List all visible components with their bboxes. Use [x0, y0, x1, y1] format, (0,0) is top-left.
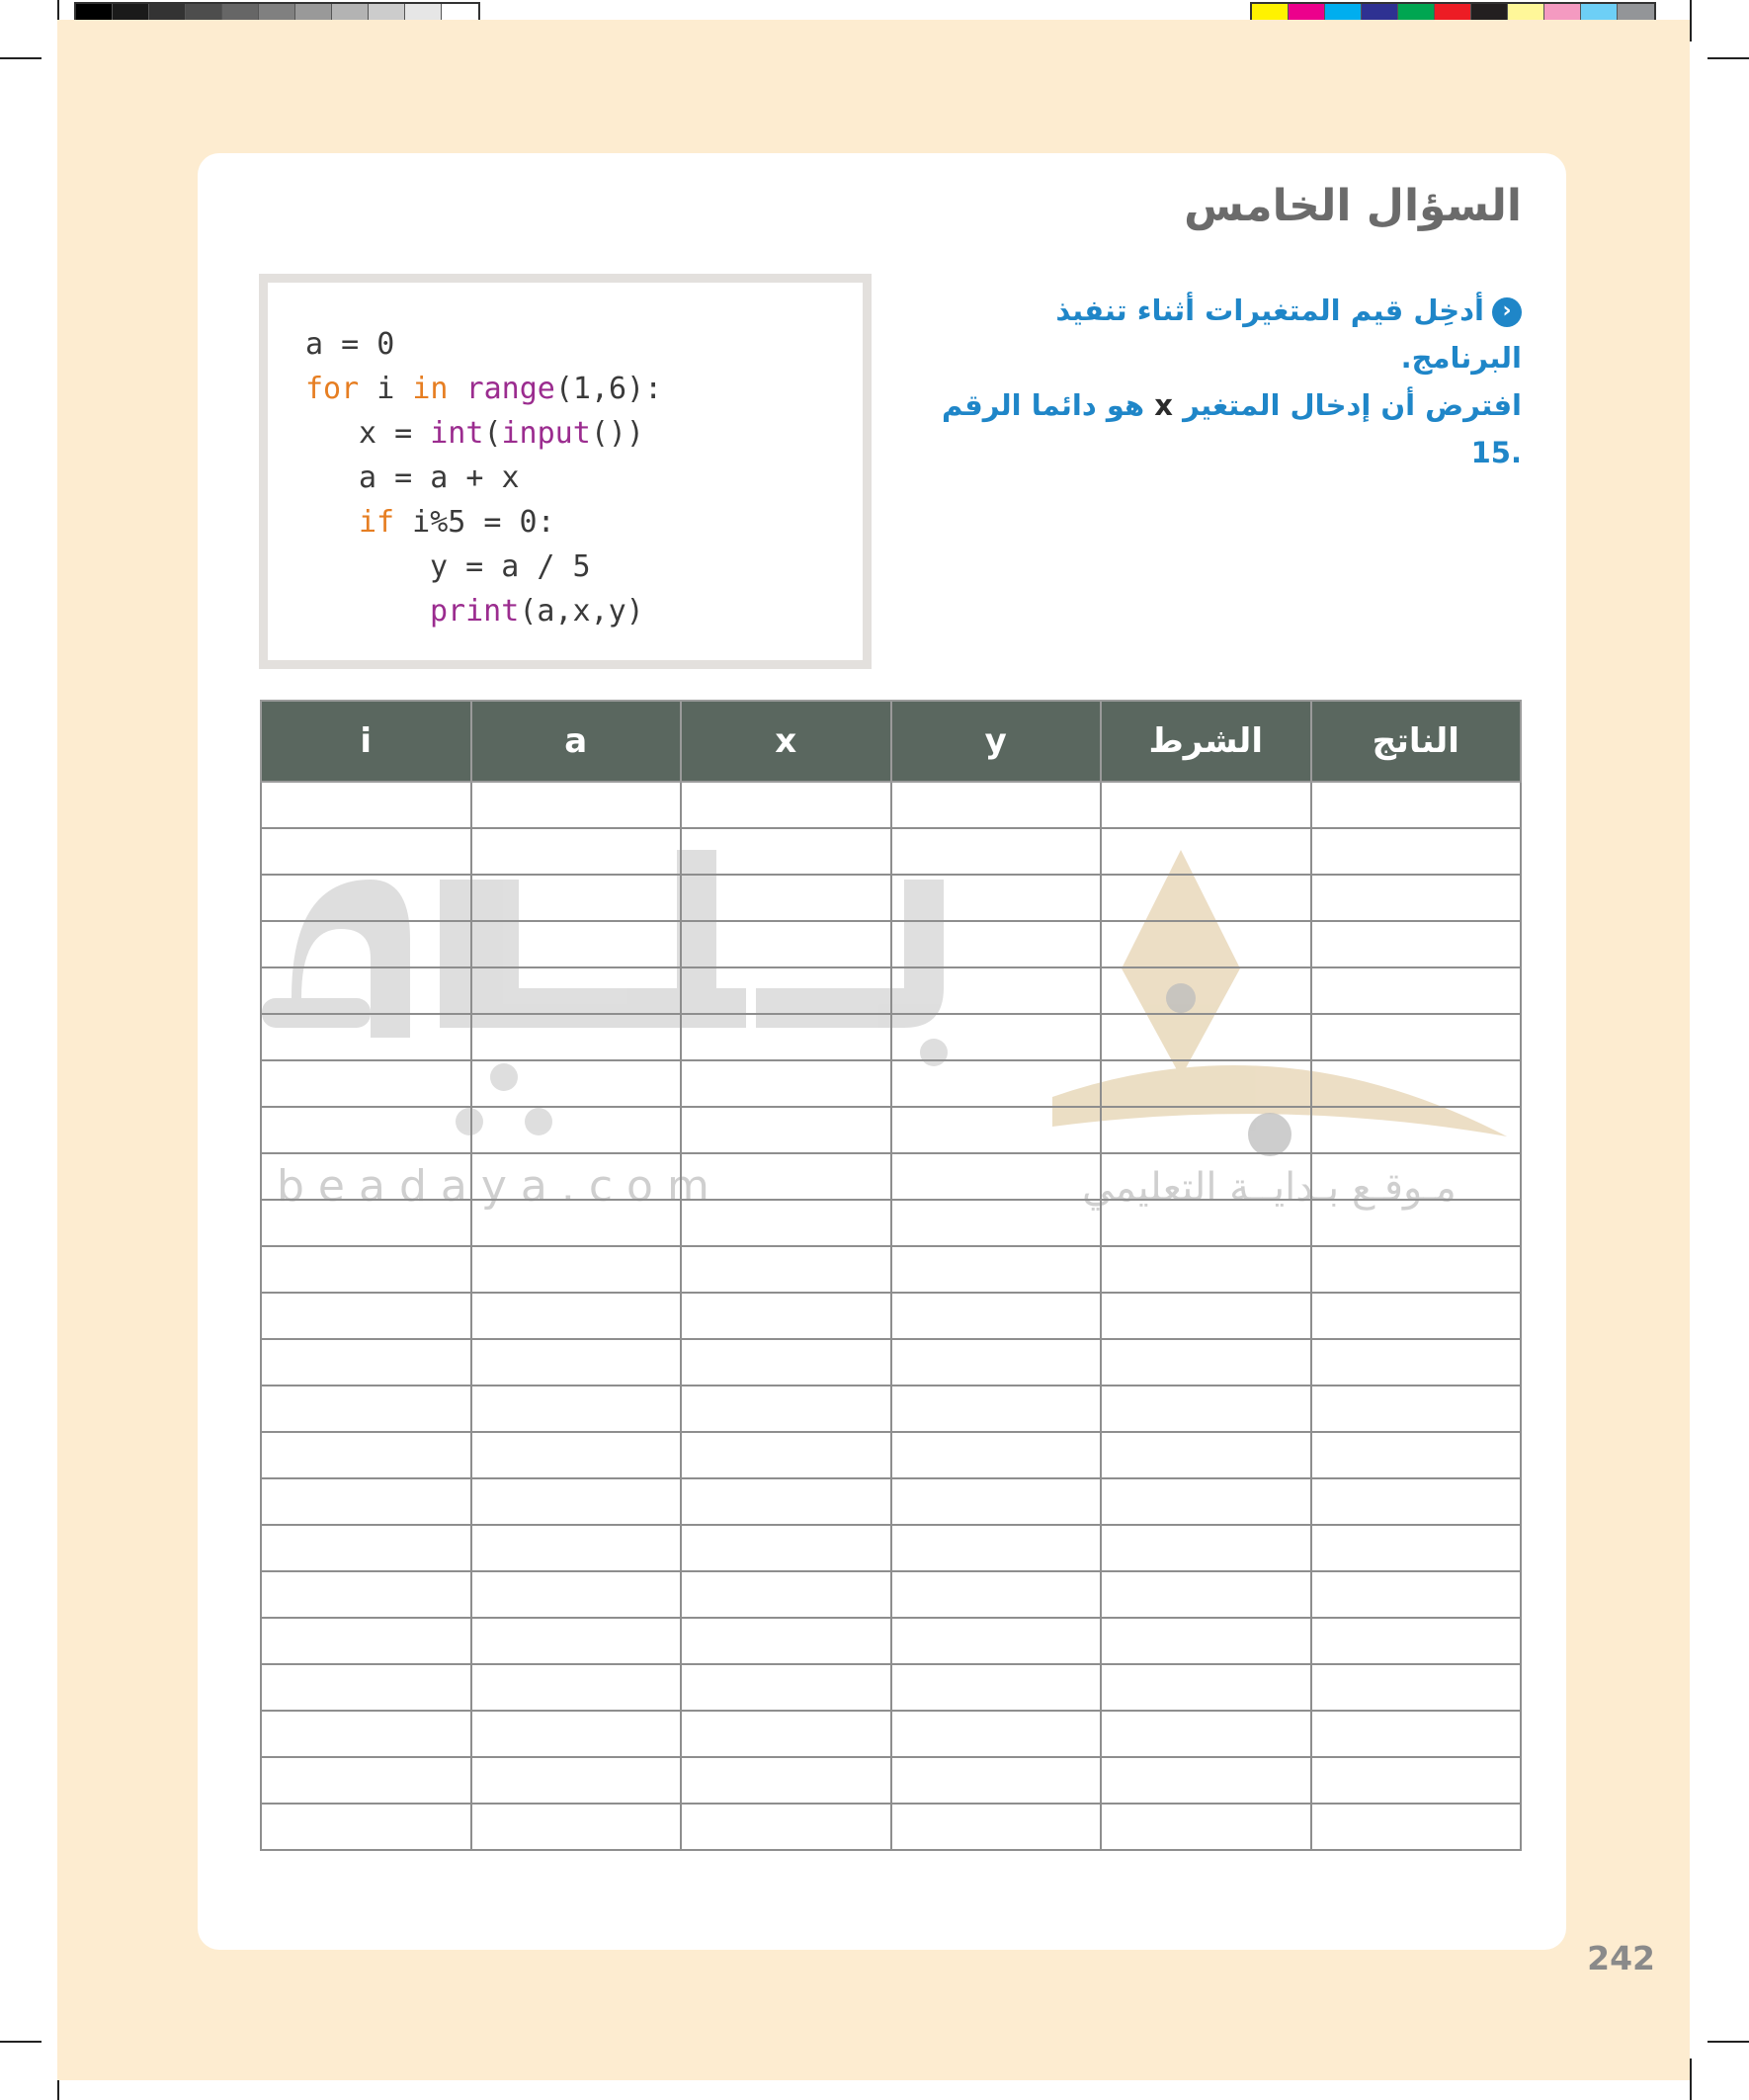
table-cell[interactable]: [681, 875, 891, 921]
code-line-1: a = 0: [305, 327, 395, 362]
table-cell[interactable]: [471, 1153, 682, 1200]
header-a: a: [471, 701, 682, 782]
table-cell[interactable]: [1311, 1664, 1522, 1711]
table-cell[interactable]: [681, 921, 891, 967]
table-cell[interactable]: [1101, 1246, 1311, 1293]
crop-mark: [1690, 0, 1692, 42]
table-cell[interactable]: [891, 1107, 1102, 1153]
table-cell[interactable]: [1311, 1571, 1522, 1618]
table-cell[interactable]: [891, 1711, 1102, 1757]
table-cell[interactable]: [471, 1432, 682, 1478]
table-cell[interactable]: [891, 1757, 1102, 1804]
table-cell[interactable]: [1101, 828, 1311, 875]
table-cell[interactable]: [1101, 1060, 1311, 1107]
table-cell[interactable]: [1311, 921, 1522, 967]
variable-x: x: [1154, 388, 1173, 422]
table-row: [261, 1200, 1521, 1246]
table-row: [261, 1339, 1521, 1386]
table-cell[interactable]: [1311, 782, 1522, 828]
table-cell[interactable]: [261, 1200, 471, 1246]
table-cell[interactable]: [471, 1246, 682, 1293]
table-cell[interactable]: [471, 921, 682, 967]
code-line-5: if i%5 = 0:: [359, 505, 555, 540]
table-cell[interactable]: [471, 1711, 682, 1757]
table-cell[interactable]: [471, 967, 682, 1014]
header-i: i: [261, 701, 471, 782]
table-header-row: [261, 701, 1521, 782]
table-cell[interactable]: [891, 1478, 1102, 1525]
table-cell[interactable]: [1311, 1200, 1522, 1246]
table-cell[interactable]: [1311, 1060, 1522, 1107]
table-cell[interactable]: [891, 1804, 1102, 1850]
table-cell[interactable]: [1101, 1757, 1311, 1804]
instruction-line-2a: افترض أن إدخال المتغير: [1183, 388, 1522, 422]
table-cell[interactable]: [1101, 1571, 1311, 1618]
table-row: [261, 1153, 1521, 1200]
table-cell[interactable]: [261, 1618, 471, 1664]
table-cell[interactable]: [261, 921, 471, 967]
table-cell[interactable]: [891, 1339, 1102, 1386]
table-row: [261, 1571, 1521, 1618]
code-line-7: print(a,x,y): [430, 594, 644, 629]
table-cell[interactable]: [471, 1014, 682, 1060]
table-cell[interactable]: [681, 828, 891, 875]
table-cell[interactable]: [891, 875, 1102, 921]
table-cell[interactable]: [681, 1060, 891, 1107]
table-cell[interactable]: [891, 1153, 1102, 1200]
table-cell[interactable]: [1311, 1339, 1522, 1386]
table-row: [261, 1804, 1521, 1850]
table-row: [261, 1664, 1521, 1711]
table-cell[interactable]: [891, 1060, 1102, 1107]
table-cell[interactable]: [261, 1246, 471, 1293]
code-line-4: a = a + x: [359, 461, 520, 495]
table-cell[interactable]: [891, 782, 1102, 828]
table-cell[interactable]: [261, 1664, 471, 1711]
crop-mark: [0, 57, 42, 59]
table-cell[interactable]: [891, 1014, 1102, 1060]
table-cell[interactable]: [261, 1571, 471, 1618]
trace-table: [260, 700, 1522, 1851]
table-cell[interactable]: [1101, 1478, 1311, 1525]
table-cell[interactable]: [681, 782, 891, 828]
table-cell[interactable]: [891, 1525, 1102, 1571]
table-cell[interactable]: [1311, 1107, 1522, 1153]
table-cell[interactable]: [1101, 967, 1311, 1014]
table-cell[interactable]: [1311, 1618, 1522, 1664]
table-cell[interactable]: [1101, 782, 1311, 828]
table-cell[interactable]: [1311, 875, 1522, 921]
table-cell[interactable]: [891, 1664, 1102, 1711]
table-cell[interactable]: [681, 1525, 891, 1571]
table-cell[interactable]: [681, 1478, 891, 1525]
table-cell[interactable]: [471, 1664, 682, 1711]
table-cell[interactable]: [681, 967, 891, 1014]
table-cell[interactable]: [891, 1200, 1102, 1246]
table-cell[interactable]: [471, 1060, 682, 1107]
header-x: x: [681, 701, 891, 782]
table-row: [261, 1757, 1521, 1804]
table-cell[interactable]: [891, 921, 1102, 967]
table-cell[interactable]: [471, 1804, 682, 1850]
table-row: [261, 828, 1521, 875]
table-cell[interactable]: [1101, 1432, 1311, 1478]
table-cell[interactable]: [1311, 1386, 1522, 1432]
table-cell[interactable]: [261, 1804, 471, 1850]
table-cell[interactable]: [1101, 875, 1311, 921]
table-cell[interactable]: [681, 1664, 891, 1711]
table-cell[interactable]: [681, 1618, 891, 1664]
table-cell[interactable]: [891, 1432, 1102, 1478]
table-row: [261, 1478, 1521, 1525]
table-cell[interactable]: [1101, 1339, 1311, 1386]
table-row: [261, 1618, 1521, 1664]
table-cell[interactable]: [1311, 1804, 1522, 1850]
table-cell[interactable]: [681, 1571, 891, 1618]
code-block: [259, 274, 872, 669]
table-cell[interactable]: [891, 1246, 1102, 1293]
table-cell[interactable]: [471, 1386, 682, 1432]
table-row: [261, 1246, 1521, 1293]
table-row: [261, 1107, 1521, 1153]
crop-mark: [1707, 2041, 1749, 2043]
table-cell[interactable]: [1311, 1757, 1522, 1804]
table-cell[interactable]: [261, 1107, 471, 1153]
table-cell[interactable]: [261, 1293, 471, 1339]
table-cell[interactable]: [681, 1711, 891, 1757]
table-cell[interactable]: [1311, 828, 1522, 875]
table-cell[interactable]: [471, 1339, 682, 1386]
table-cell[interactable]: [1311, 1711, 1522, 1757]
table-cell[interactable]: [1311, 1293, 1522, 1339]
table-cell[interactable]: [1101, 1200, 1311, 1246]
table-cell[interactable]: [261, 1432, 471, 1478]
table-cell[interactable]: [681, 1293, 891, 1339]
table-cell[interactable]: [1101, 1386, 1311, 1432]
crop-mark: [1690, 2058, 1692, 2100]
code-line-6: y = a / 5: [430, 549, 591, 584]
table-row: [261, 1711, 1521, 1757]
table-cell[interactable]: [1101, 1711, 1311, 1757]
table-cell[interactable]: [1101, 1804, 1311, 1850]
table-cell[interactable]: [1311, 1525, 1522, 1571]
table-cell[interactable]: [681, 1432, 891, 1478]
table-cell[interactable]: [681, 1386, 891, 1432]
table-cell[interactable]: [1311, 1153, 1522, 1200]
table-cell[interactable]: [1311, 1478, 1522, 1525]
table-cell[interactable]: [1311, 1246, 1522, 1293]
table-cell[interactable]: [1101, 1664, 1311, 1711]
table-cell[interactable]: [681, 1200, 891, 1246]
question-title: السؤال الخامس: [1184, 181, 1522, 231]
table-cell[interactable]: [1311, 1432, 1522, 1478]
watermark-tagline: مـوقـع بـدايــة التعليمي: [1082, 1165, 1457, 1211]
table-cell[interactable]: [1311, 967, 1522, 1014]
table-cell[interactable]: [471, 1571, 682, 1618]
table-cell[interactable]: [471, 1757, 682, 1804]
table-cell[interactable]: [471, 828, 682, 875]
table-cell[interactable]: [471, 782, 682, 828]
crop-mark: [0, 2041, 42, 2043]
table-cell[interactable]: [891, 1293, 1102, 1339]
table-cell[interactable]: [1101, 921, 1311, 967]
table-cell[interactable]: [891, 1386, 1102, 1432]
header-y: y: [891, 701, 1102, 782]
table-cell[interactable]: [471, 1478, 682, 1525]
table-cell[interactable]: [891, 828, 1102, 875]
table-row: [261, 1014, 1521, 1060]
table-cell[interactable]: [1101, 1618, 1311, 1664]
table-cell[interactable]: [261, 875, 471, 921]
table-cell[interactable]: [261, 1153, 471, 1200]
instruction-line-2b: هو دائما الرقم: [942, 388, 1145, 422]
table-cell[interactable]: [891, 967, 1102, 1014]
chevron-left-icon: ‹: [1492, 297, 1522, 327]
table-cell[interactable]: [891, 1618, 1102, 1664]
table-cell[interactable]: [891, 1571, 1102, 1618]
instruction-line-3: .15: [1470, 436, 1522, 469]
table-cell[interactable]: [471, 1200, 682, 1246]
page-number: 242: [1587, 1939, 1655, 1977]
instruction-line-1: أدخِل قيم المتغيرات أثناء تنفيذ البرنامج.: [1055, 294, 1522, 375]
table-cell[interactable]: [261, 1060, 471, 1107]
table-cell[interactable]: [1101, 1293, 1311, 1339]
header-condition: الشرط: [1101, 701, 1311, 782]
table-row: [261, 1525, 1521, 1571]
table-cell[interactable]: [261, 1711, 471, 1757]
crop-mark: [1707, 57, 1749, 59]
table-cell[interactable]: [261, 1757, 471, 1804]
table-cell[interactable]: [261, 1014, 471, 1060]
table-cell[interactable]: [1311, 1014, 1522, 1060]
table-cell[interactable]: [681, 1153, 891, 1200]
table-cell[interactable]: [681, 1014, 891, 1060]
table-cell[interactable]: [681, 1339, 891, 1386]
table-cell[interactable]: [261, 1525, 471, 1571]
table-cell[interactable]: [1101, 1107, 1311, 1153]
table-cell[interactable]: [681, 1107, 891, 1153]
table-cell[interactable]: [681, 1804, 891, 1850]
table-cell[interactable]: [681, 1246, 891, 1293]
code-line-2: for i in range(1,6):: [305, 372, 663, 406]
table-row: [261, 1386, 1521, 1432]
table-row: [261, 782, 1521, 828]
table-cell[interactable]: [1101, 1153, 1311, 1200]
table-cell[interactable]: [681, 1757, 891, 1804]
table-row: [261, 1432, 1521, 1478]
header-output: الناتج: [1311, 701, 1522, 782]
table-cell[interactable]: [261, 967, 471, 1014]
table-cell[interactable]: [261, 782, 471, 828]
question-instructions: [929, 287, 1522, 476]
table-cell[interactable]: [471, 1618, 682, 1664]
table-row: [261, 1060, 1521, 1107]
table-row: [261, 1293, 1521, 1339]
table-cell[interactable]: [471, 875, 682, 921]
table-cell[interactable]: [261, 1386, 471, 1432]
table-cell[interactable]: [261, 1478, 471, 1525]
table-cell[interactable]: [1101, 1014, 1311, 1060]
table-row: [261, 921, 1521, 967]
code-line-3: x = int(input()): [359, 416, 644, 451]
table-row: [261, 967, 1521, 1014]
table-cell[interactable]: [471, 1107, 682, 1153]
watermark-site: beadaya.com: [277, 1161, 723, 1212]
table-row: [261, 875, 1521, 921]
table-cell[interactable]: [1101, 1525, 1311, 1571]
table-cell[interactable]: [471, 1525, 682, 1571]
table-cell[interactable]: [471, 1293, 682, 1339]
table-cell[interactable]: [261, 828, 471, 875]
table-cell[interactable]: [261, 1339, 471, 1386]
